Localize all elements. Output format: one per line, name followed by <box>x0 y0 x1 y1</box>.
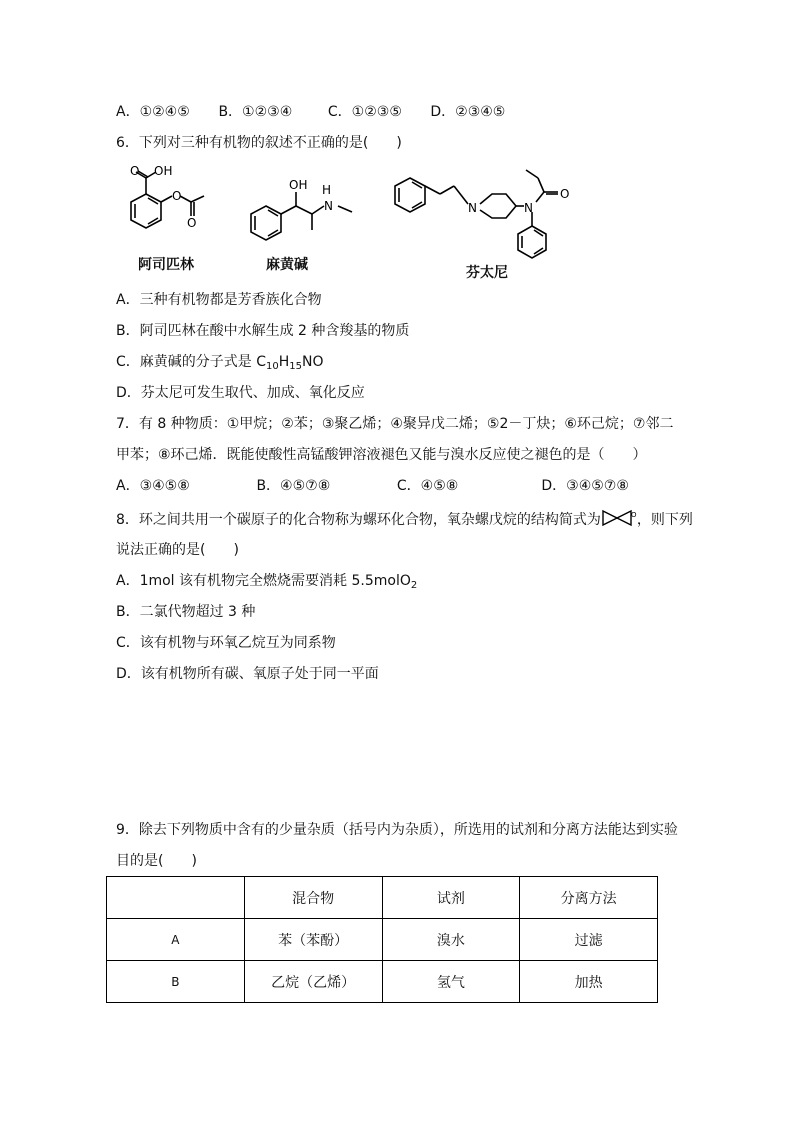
q8-stem-line1 <box>116 509 693 530</box>
q7-option-a: A．③④⑤⑧ <box>116 478 190 494</box>
q6-option-a: A．三种有机物都是芳香族化合物 <box>116 292 322 308</box>
table-header-cell-2: 试剂 <box>382 877 520 919</box>
table-cell: 过滤 <box>520 919 658 961</box>
q6-option-c-sub-c: 10 <box>266 361 279 372</box>
q7-stem-line2: 甲苯；⑧环己烯．既能使酸性高锰酸钾溶液褪色又能与溴水反应使之褪色的是（ ） <box>116 447 647 463</box>
fentanyl-atom-n1: N <box>468 201 477 215</box>
q5-options <box>116 102 505 122</box>
table-header-cell-1: 混合物 <box>244 877 382 919</box>
table-cell: 溴水 <box>382 919 520 961</box>
q8-option-a-text: A．1mol 该有机物完全燃烧需要消耗 5.5molO <box>116 573 411 589</box>
q8-option-c: C．该有机物与环氧乙烷互为同系物 <box>116 635 336 651</box>
q8-option-a <box>116 571 417 596</box>
q6-option-c-text: C．麻黄碱的分子式是 C <box>116 354 267 370</box>
q9-table <box>106 876 658 1003</box>
q5-option-a: A．①②④⑤ <box>116 104 190 120</box>
fentanyl-atom-n2: N <box>524 201 533 215</box>
table-header-cell-0 <box>107 877 245 919</box>
q5-option-b: B．①②③④ <box>218 104 293 120</box>
q8-option-d: D．该有机物所有碳、氧原子处于同一平面 <box>116 666 379 682</box>
ephedrine-atom-oh: OH <box>289 178 308 192</box>
q7-options <box>116 476 629 496</box>
aspirin-atom-oh: OH <box>154 164 173 178</box>
label-aspirin: 阿司匹林 <box>138 257 194 273</box>
q8-stem-line2: 说法正确的是( ) <box>116 542 239 558</box>
oxaspiropentane-structure <box>601 509 637 527</box>
q5-option-c: C．①②③⑤ <box>327 104 402 120</box>
q6-option-c <box>116 352 324 377</box>
table-cell: 苯（苯酚） <box>244 919 382 961</box>
label-ephedrine: 麻黄碱 <box>266 257 308 273</box>
q8-stem-text: 8．环之间共用一个碳原子的化合物称为螺环化合物，氧杂螺戊烷的结构简式为 <box>116 512 601 528</box>
fentanyl-atom-o: O <box>560 187 570 201</box>
table-cell: B <box>107 961 245 1003</box>
q6-option-c-sub-h: 15 <box>289 361 303 372</box>
q6-option-b: B．阿司匹林在酸中水解生成 2 种含羧基的物质 <box>116 323 410 339</box>
aspirin-structure <box>116 162 226 252</box>
q6-option-c-tail: NO <box>302 354 324 370</box>
oxaspiropentane-atom-o: O <box>630 511 637 519</box>
q6-stem: 6．下列对三种有机物的叙述不正确的是( ) <box>116 135 402 151</box>
aspirin-atom-o1: O <box>130 164 140 178</box>
table-cell: 氢气 <box>382 961 520 1003</box>
q7-stem-line1: 7．有 8 种物质：①甲烷；②苯；③聚乙烯；④聚异戊二烯；⑤2－丁炔；⑥环己烷；⑦邻二 <box>116 416 674 432</box>
label-fentanyl: 芬太尼 <box>466 265 508 281</box>
q8-stem-tail: ，则下列 <box>636 512 693 528</box>
table-cell: 加热 <box>520 961 658 1003</box>
table-row <box>107 961 658 1003</box>
q5-option-d: D．②③④⑤ <box>430 104 506 120</box>
q9-stem-line1: 9．除去下列物质中含有的少量杂质（括号内为杂质），所选用的试剂和分离方法能达到实验 <box>116 822 678 838</box>
q7-option-c: C．④⑤⑧ <box>396 478 459 494</box>
table-row <box>107 919 658 961</box>
q9-stem-line2: 目的是( ) <box>116 853 197 869</box>
aspirin-atom-o2: O <box>172 189 182 203</box>
ephedrine-atom-n: N <box>324 199 333 213</box>
q7-option-b: B．④⑤⑦⑧ <box>256 478 331 494</box>
q8-option-a-sub: 2 <box>410 580 418 591</box>
q6-option-d: D．芬太尼可发生取代、加成、氧化反应 <box>116 385 365 401</box>
table-header-cell-3: 分离方法 <box>520 877 658 919</box>
aspirin-atom-o3: O <box>187 216 197 230</box>
table-cell: A <box>107 919 245 961</box>
table-cell: 乙烷（乙烯） <box>244 961 382 1003</box>
fentanyl-structure <box>388 162 588 262</box>
q7-option-d: D．③④⑤⑦⑧ <box>541 478 629 494</box>
table-header-row <box>107 877 658 919</box>
q8-option-b: B．二氯代物超过 3 种 <box>116 604 256 620</box>
ephedrine-structure <box>244 172 374 252</box>
q6-option-c-h: H <box>278 354 290 370</box>
ephedrine-atom-h: H <box>322 183 332 197</box>
